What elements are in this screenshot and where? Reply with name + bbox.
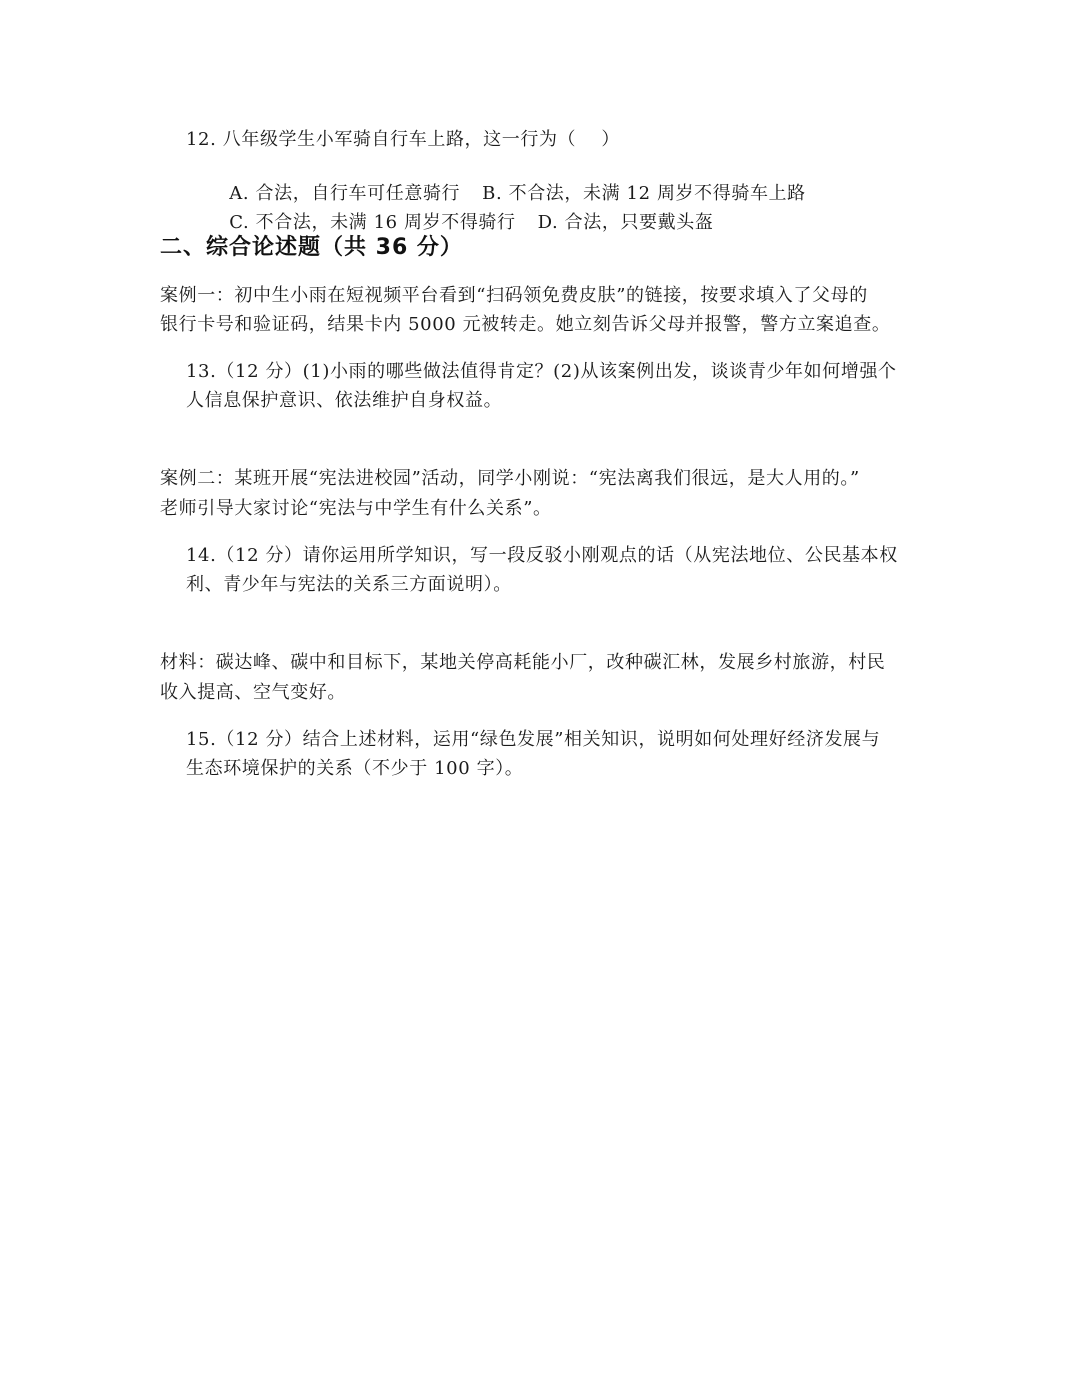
question-13-line-1: 13.（12 分）(1)小雨的哪些做法值得肯定？(2)从该案例出发，谈谈青少年如何增强个 bbox=[186, 361, 897, 382]
option-b: B. 不合法，未满 12 周岁不得骑车上路 bbox=[482, 183, 806, 204]
material-line-1: 材料：碳达峰、碳中和目标下，某地关停高耗能小厂，改种碳汇林，发展乡村旅游，村民 bbox=[160, 652, 886, 673]
question-13-line-2: 人信息保护意识、依法维护自身权益。 bbox=[186, 390, 503, 411]
material-line-2: 收入提高、空气变好。 bbox=[160, 682, 346, 703]
question-15-line-2: 生态环境保护的关系（不少于 100 字）。 bbox=[186, 758, 524, 779]
case-1-line-1: 案例一：初中生小雨在短视频平台看到“扫码领免费皮肤”的链接，按要求填入了父母的 bbox=[160, 285, 868, 306]
option-c: C. 不合法，未满 16 周岁不得骑行 bbox=[229, 212, 516, 233]
question-14-line-2: 利、青少年与宪法的关系三方面说明）。 bbox=[186, 574, 512, 595]
question-15-line-1: 15.（12 分）结合上述材料，运用“绿色发展”相关知识，说明如何处理好经济发展与 bbox=[186, 729, 881, 750]
section-2-heading: 二、综合论述题（共 36 分） bbox=[160, 235, 463, 260]
question-14-line-1: 14.（12 分）请你运用所学知识，写一段反驳小刚观点的话（从宪法地位、公民基本权 bbox=[186, 545, 898, 566]
case-1-line-2: 银行卡号和验证码，结果卡内 5000 元被转走。她立刻告诉父母并报警，警方立案追查。 bbox=[160, 314, 891, 335]
case-2-line-1: 案例二：某班开展“宪法进校园”活动，同学小刚说：“宪法离我们很远，是大人用的。” bbox=[160, 468, 860, 489]
question-12-stem: 12. 八年级学生小军骑自行车上路，这一行为（ ） bbox=[186, 129, 621, 150]
option-a: A. 合法，自行车可任意骑行 bbox=[229, 183, 461, 204]
option-d: D. 合法，只要戴头盔 bbox=[537, 212, 714, 233]
case-2-line-2: 老师引导大家讨论“宪法与中学生有什么关系”。 bbox=[160, 498, 552, 519]
